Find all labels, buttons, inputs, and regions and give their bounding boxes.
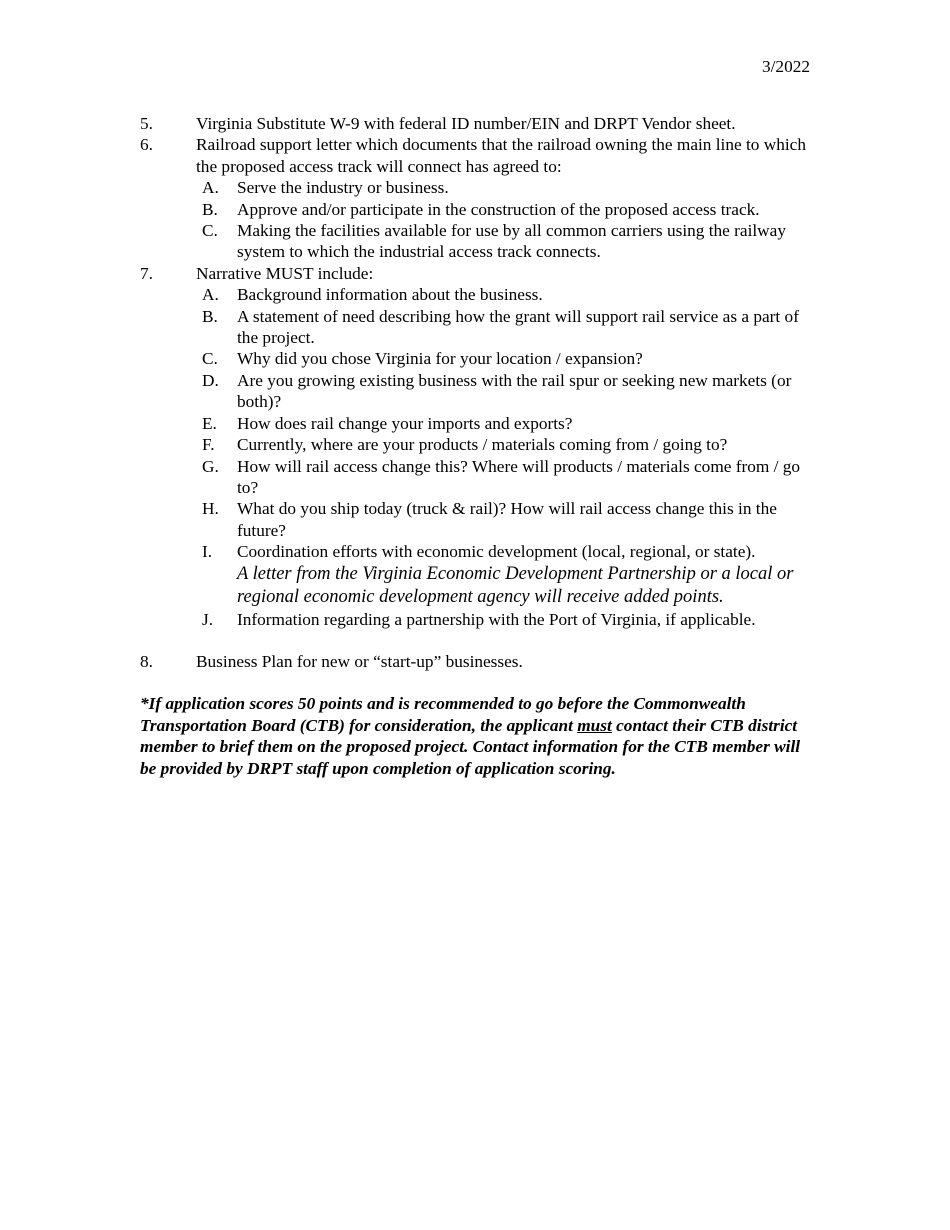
sub-item xyxy=(202,348,820,369)
sub-item-text: Background information about the business. xyxy=(237,285,543,305)
sub-item-text-block xyxy=(237,541,820,608)
sub-item-text: Serve the industry or business. xyxy=(237,178,449,198)
sub-item-text: How does rail change your imports and exports? xyxy=(237,413,573,433)
sub-item xyxy=(202,498,820,541)
requirements-list xyxy=(140,113,820,779)
sub-item-letter: G. xyxy=(202,456,219,476)
sub-item-letter: E. xyxy=(202,413,217,433)
sub-item-letter: A. xyxy=(202,178,219,198)
item-text: Railroad support letter which documents that the railroad owning the main line to which the proposed access track will connect has agreed to: xyxy=(196,135,806,176)
sub-item-letter: B. xyxy=(202,306,218,326)
list-item-5 xyxy=(140,113,820,134)
sub-item-letter: J. xyxy=(202,609,214,629)
item-text: Business Plan for new or “start-up” businesses. xyxy=(196,651,523,671)
sub-item-letter: C. xyxy=(202,221,218,241)
sub-item-letter: C. xyxy=(202,349,218,369)
sub-item-text: Making the facilities available for use by all common carriers using the railway system to which the industrial access track connects. xyxy=(237,221,786,262)
sub-item-text: Information regarding a partnership with the Port of Virginia, if applicable. xyxy=(237,609,756,629)
sub-item-letter: D. xyxy=(202,370,219,390)
item-text: Narrative MUST include: xyxy=(196,263,374,283)
sub-item-letter: I. xyxy=(202,542,213,562)
closing-emphasis: must xyxy=(577,715,612,735)
sub-item-text: Are you growing existing business with the rail spur or seeking new markets (or both)? xyxy=(237,370,792,412)
item-number: 6. xyxy=(140,135,153,155)
sub-item xyxy=(202,177,820,198)
sub-item-text: What do you ship today (truck & rail)? How will rail access change this in the future? xyxy=(237,499,777,540)
sub-item-note: A letter from the Virginia Economic Development Partnership or a local or regional economic development agency will receive added points. xyxy=(237,563,794,607)
sub-item xyxy=(202,456,820,499)
sub-item-text: How will rail access change this? Where will products / materials come from / go to? xyxy=(237,456,801,497)
sub-item-text: Approve and/or participate in the construction of the proposed access track. xyxy=(237,199,760,219)
sub-item xyxy=(202,434,820,455)
sub-item-text: Currently, where are your products / materials coming from / going to? xyxy=(237,435,728,455)
sub-item-letter: B. xyxy=(202,199,218,219)
sub-item xyxy=(202,284,820,305)
list-item-8 xyxy=(140,651,820,672)
sub-item-text: A statement of need describing how the grant will support rail service as a part of the project. xyxy=(237,306,799,348)
sub-item-text: Coordination efforts with economic development (local, regional, or state). xyxy=(237,542,756,562)
sub-item xyxy=(202,370,820,413)
item-number: 7. xyxy=(140,263,153,283)
item-text: Virginia Substitute W-9 with federal ID number/EIN and DRPT Vendor sheet. xyxy=(196,114,736,133)
item-number: 8. xyxy=(140,651,153,671)
sub-item xyxy=(202,199,820,220)
sub-item xyxy=(202,541,820,608)
sub-item xyxy=(202,609,820,630)
list-item-7 xyxy=(140,263,820,284)
sub-item-letter: A. xyxy=(202,285,219,305)
sub-item xyxy=(202,413,820,434)
item-number: 5. xyxy=(140,114,153,133)
sub-item xyxy=(202,220,820,263)
closing-text-before: *If application scores 50 points and is recommended to go before the Commonwealth Transportation Board (CTB) for consideration, the applicant xyxy=(140,694,746,735)
sub-item-letter: F. xyxy=(202,435,215,455)
sub-item-text: Why did you chose Virginia for your location / expansion? xyxy=(237,349,643,369)
sub-item-letter: H. xyxy=(202,499,219,519)
closing-notice xyxy=(140,693,820,779)
sub-item xyxy=(202,306,820,349)
closing-text-after: contact their CTB district member to brief them on the proposed project. Contact information for the CTB member will be provided by DRPT staff upon completion of application scoring. xyxy=(140,715,801,778)
spacer xyxy=(140,630,820,651)
revision-date: 3/2022 xyxy=(761,57,810,76)
list-item-6 xyxy=(140,134,820,177)
